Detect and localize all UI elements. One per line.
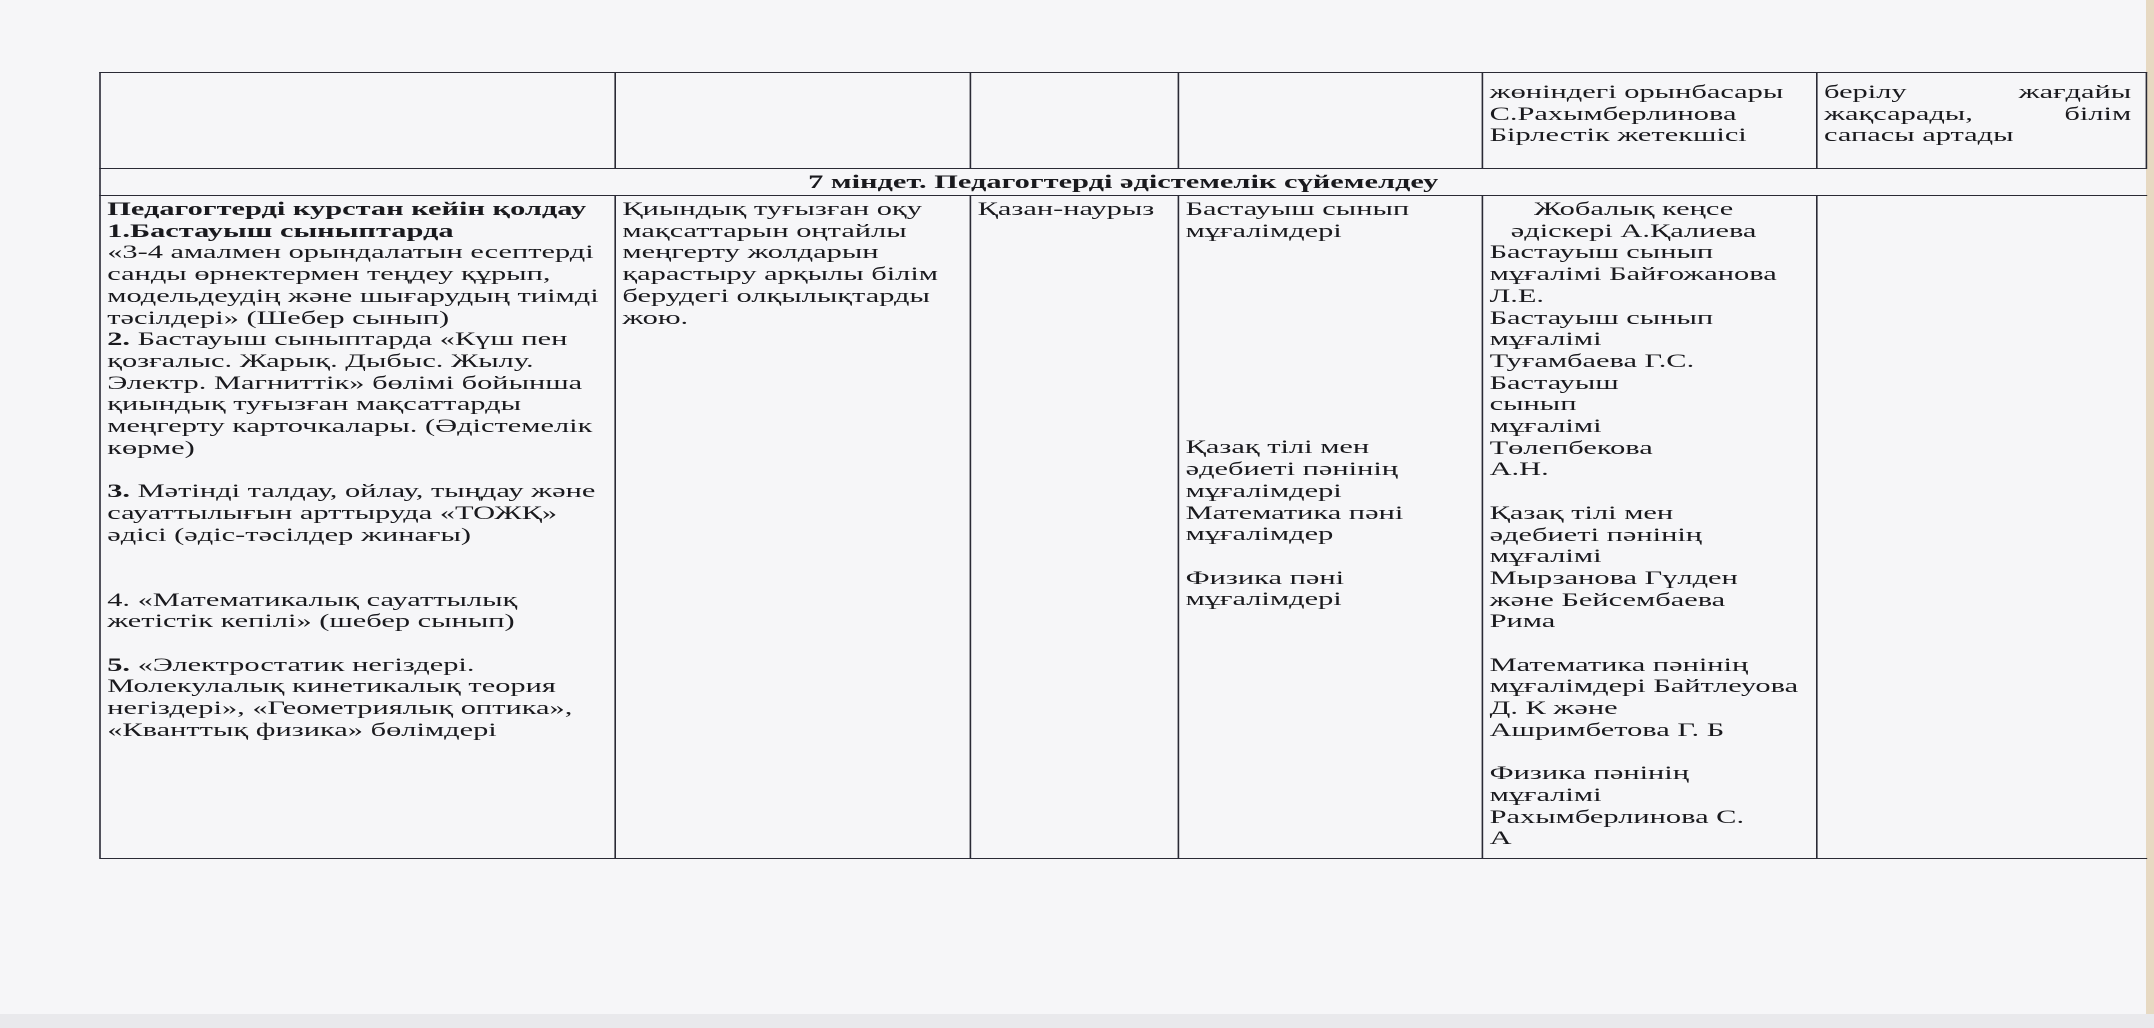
responsible-methodist: Жобалық кеңсе әдіскері А.Қалиева: [1510, 199, 1757, 242]
row-divider: [99, 195, 2147, 196]
table-border-top: [99, 72, 2147, 73]
column-divider: [1816, 195, 1818, 858]
participants-physics: Физика пәні мұғалімдері: [1185, 567, 1345, 611]
item-4-text: 4. «Математикалық сауаттылық жетістік кепілі» (шебер сынып): [107, 589, 518, 633]
activity-title: Педагогтерді курстан кейін қолдау: [107, 199, 587, 220]
period-cell: Қазан-наурыз: [977, 199, 1155, 220]
responsible-line: С.Рахымберлинова: [1489, 103, 1737, 125]
responsible-teacher: Бастауыш сынып мұғалімі Байғожанова Л.Е.: [1489, 242, 1777, 307]
activity-cell: [101, 199, 613, 742]
participants-math: Математика пәні мұғалімдер: [1185, 502, 1404, 546]
item-3-text: Мәтінді талдау, ойлау, тыңдау және сауаттылығын арттыруда «ТОЖҚ» әдісі (әдіс-тәсілдер жинағы): [107, 481, 596, 546]
item-2-number: 2.: [107, 329, 130, 351]
responsible-physics-teacher: Физика пәнінің мұғалімі Рахымберлинова С. А: [1489, 763, 1745, 850]
item-5-text: «Электростатик негіздері. Молекулалық кинетикалық теория негіздері», «Геометриялық оптика», «Кванттық физика» бөлімдері: [107, 654, 573, 741]
responsible-kazakh-teachers: Қазақ тілі мен әдебиеті пәнінің мұғалімі Мырзанова Гүлден және Бейсембаева Рима: [1489, 502, 1738, 633]
responsible-line: жөніндегі орынбасары: [1489, 82, 1784, 103]
table-border-bottom: [99, 858, 2147, 859]
goal-cell: Қиындық туғызған оқу мақсаттарын оңтайлы меңгерту жолдарын қарастыру арқылы білім берудегі олқылықтарды жою.: [622, 199, 939, 329]
participants-primary: Бастауыш сынып мұғалімдері: [1185, 199, 1410, 242]
row-divider: [99, 168, 2147, 169]
item-2-text: Бастауыш сыныптарда «Күш пен қозғалыс. Жарық. Дыбыс. Жылу. Электр. Магниттік» бөлімі бойынша қиындық туғызған мақсаттарды меңгерту карточкалары. (Әдістемелік көрме): [107, 329, 593, 459]
participants-kazakh: Қазақ тілі мен әдебиеті пәнінің мұғалімдері: [1185, 437, 1399, 502]
column-divider: [614, 72, 616, 168]
responsible-cell: [1483, 199, 1811, 850]
item-1-text: «3-4 амалмен орындалатын есептерді санды өрнектермен теңдеу құрып, модельдеудің және шығарудың тиімді тәсілдері» (Шебер сынып): [107, 242, 599, 329]
responsible-teacher: Бастауыш сынып мұғалімі Төлепбекова А.Н.: [1489, 372, 1653, 481]
item-2: [107, 329, 606, 459]
top-row-result-cell: берілу жағдайы жақсарады, білім сапасы артады: [1824, 82, 2132, 147]
column-divider: [970, 72, 972, 168]
table-border-right: [2146, 72, 2148, 168]
item-1-title: 1.Бастауыш сыныптарда: [107, 220, 454, 242]
top-row-responsible-cell: [1483, 82, 1816, 147]
column-divider: [970, 195, 972, 858]
responsible-math-teachers: Математика пәнінің мұғалімдері Байтлеуова Д. К және Ашримбетова Г. Б: [1489, 654, 1799, 741]
section-heading: 7 міндет. Педагогтерді әдістемелік сүйемелдеу: [808, 172, 1439, 193]
item-5: [107, 655, 606, 742]
item-3: [107, 481, 606, 546]
item-5-number: 5.: [107, 654, 130, 676]
responsible-teacher: Бастауыш сынып мұғалімі Туғамбаева Г.С.: [1489, 307, 1714, 372]
responsible-line: Бірлестік жетекшісі: [1489, 125, 1747, 147]
column-divider: [1178, 72, 1180, 168]
item-3-number: 3.: [107, 481, 130, 503]
participants-cell: [1179, 199, 1480, 611]
